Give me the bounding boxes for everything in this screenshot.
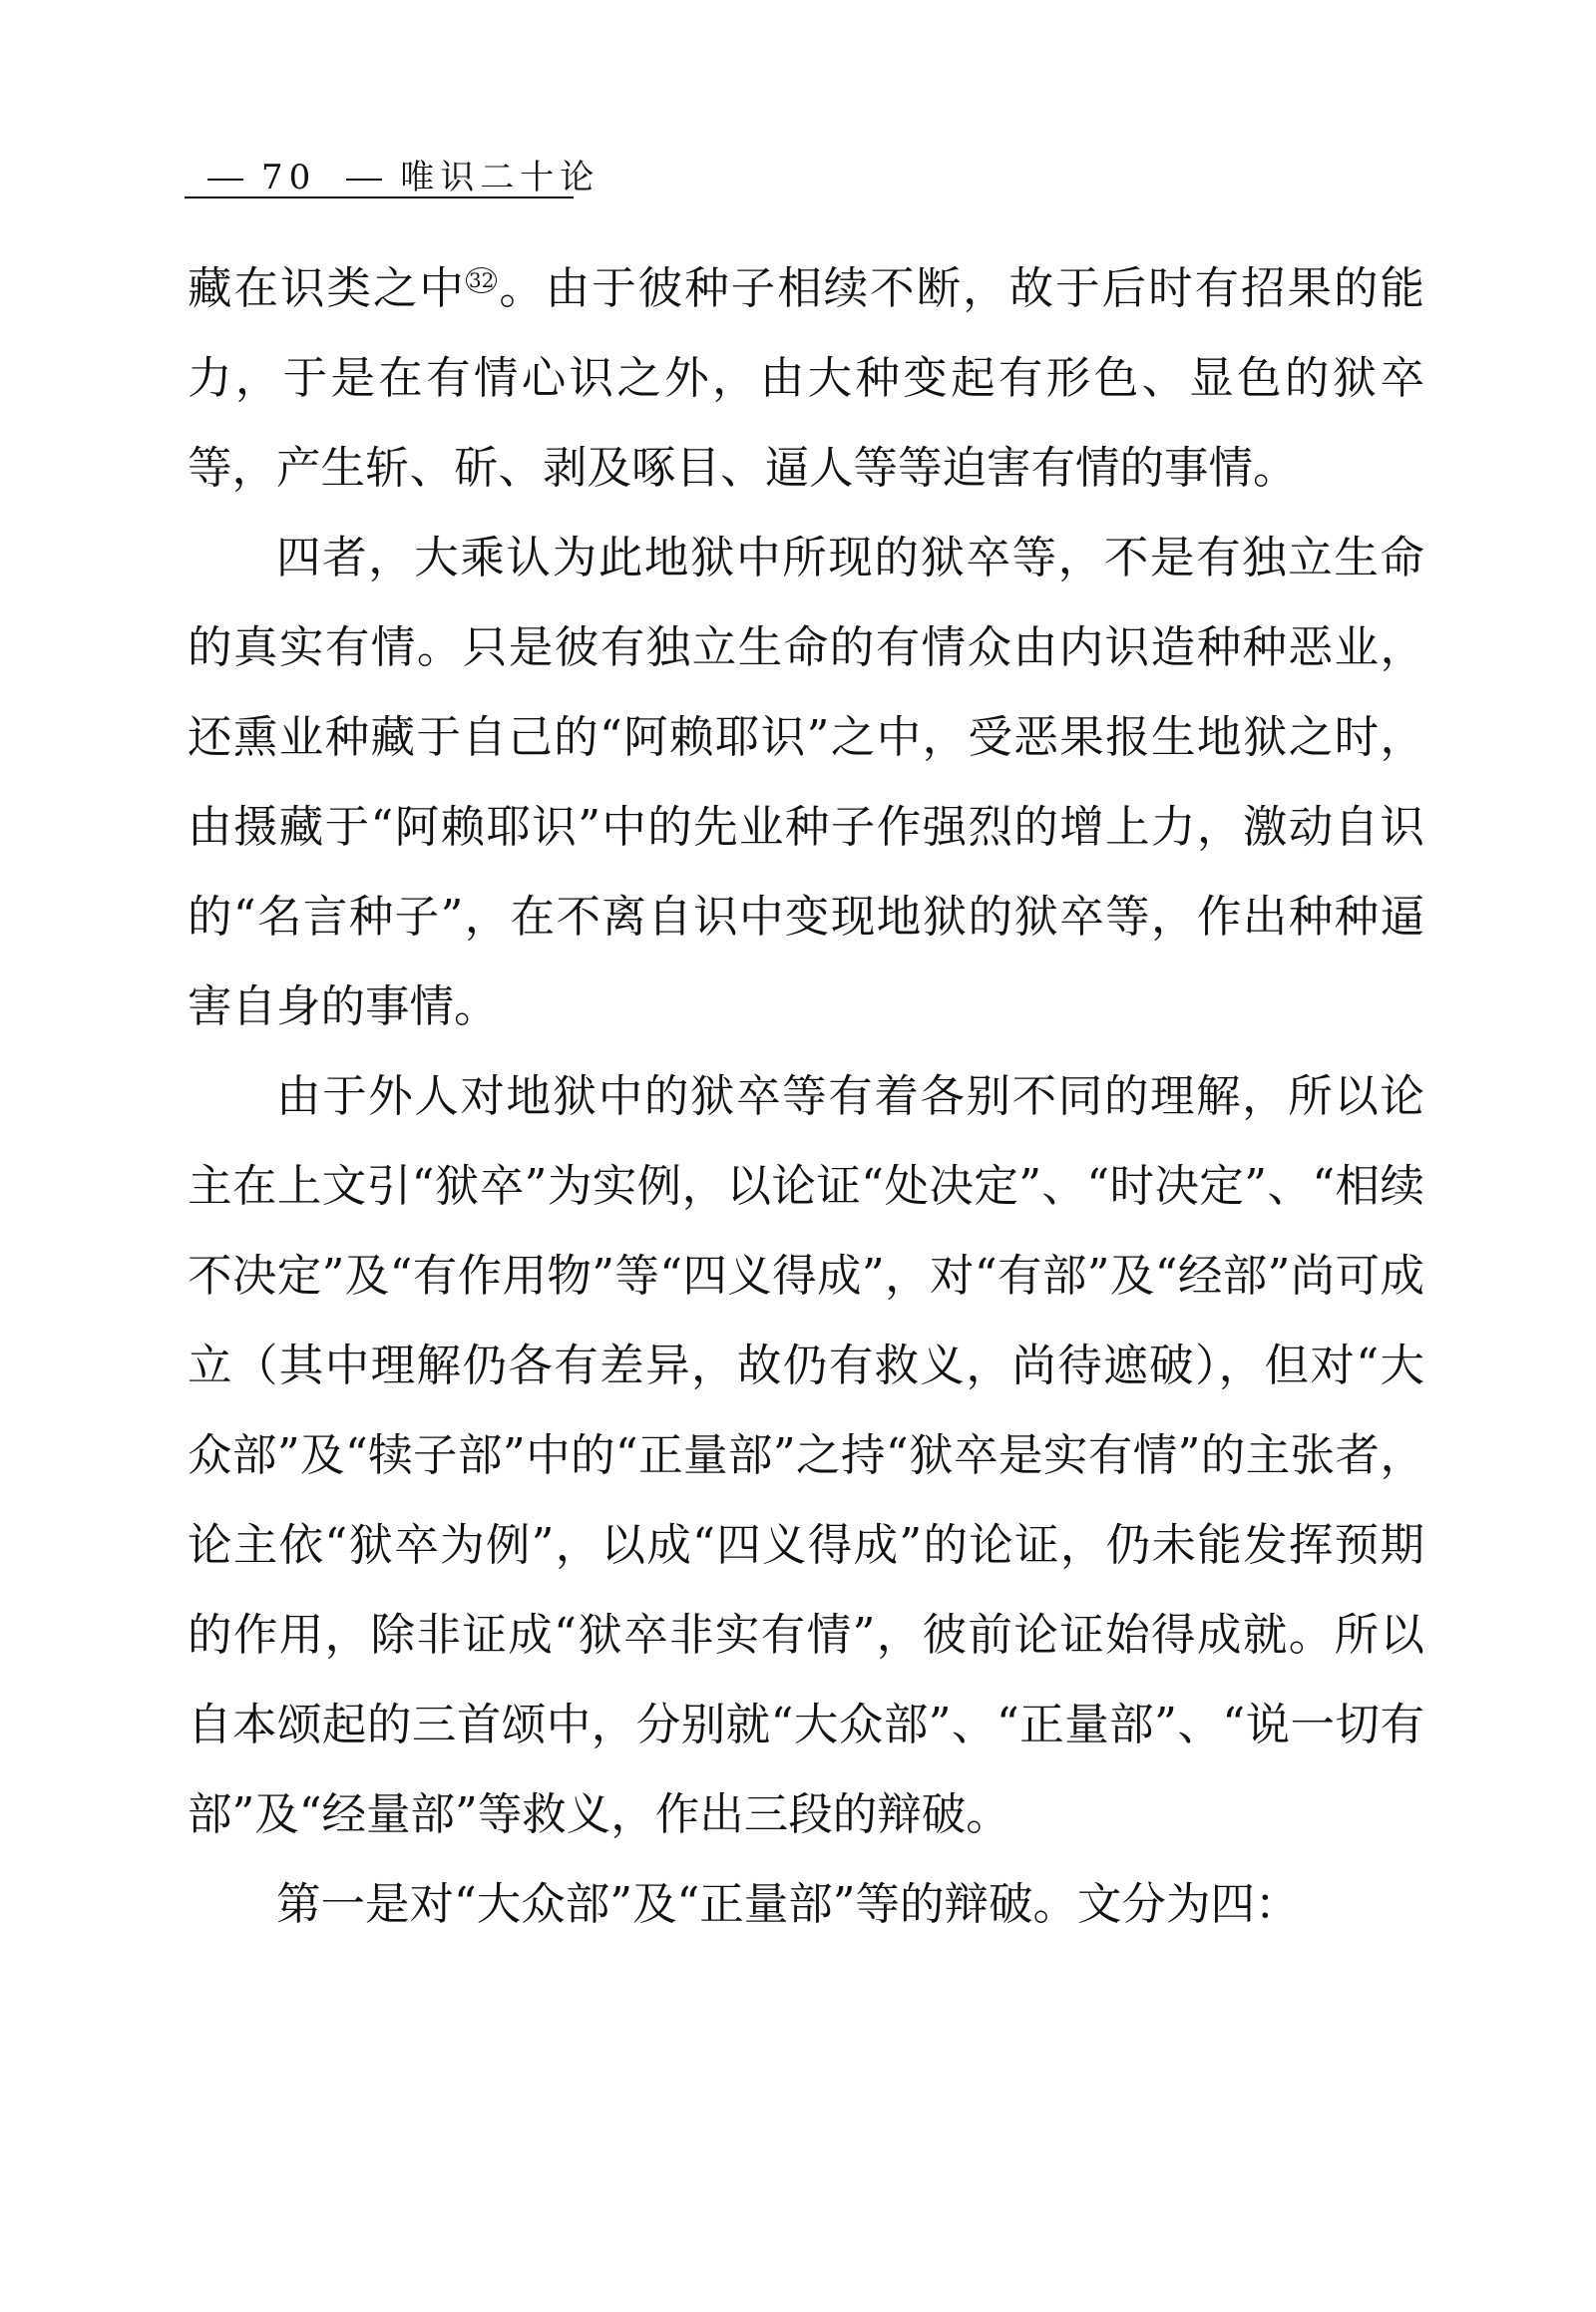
header-rule <box>185 196 574 198</box>
paragraph-1 <box>188 244 1424 514</box>
paragraph-1-lead: 藏在识类之中 <box>188 263 466 314</box>
body-text <box>188 244 1424 1950</box>
running-header <box>190 150 599 198</box>
paragraph-4: 第一是对“大众部”及“正量部”等的辩破。文分为四： <box>276 1879 1300 1930</box>
footnote-marker: 32 <box>466 267 497 293</box>
paragraph-2: 四者，大乘认为此地狱中所现的狱卒等，不是有独立生命的真实有情。只是彼有独立生命的有情众由内识造种种恶业，还熏业种藏于自己的“阿赖耶识”之中，受恶果报生地狱之时，由摄藏于“阿赖耶识”中的先业种子作强烈的增上力，激动自识的“名言种子”，在不离自识中变现地狱的狱卒等，作出种种逼害自身的事情。 <box>188 533 1424 1032</box>
paragraph-1-rest: 。由于彼种子相续不断，故于后时有招果的能力，于是在有情心识之外，由大种变起有形色、显色的狱卒等，产生斩、斫、剥及啄目、逼人等等迫害有情的事情。 <box>188 263 1424 494</box>
header-dash-right <box>346 179 382 181</box>
page-number: 70 <box>261 158 317 197</box>
header-dash-left <box>207 179 243 181</box>
paragraph-3: 由于外人对地狱中的狱卒等有着各别不同的理解，所以论主在上文引“狱卒”为实例，以论证“处决定”、“时决定”、“相续不决定”及“有作用物”等“四义得成”，对“有部”及“经部”尚可成立（其中理解仍各有差异，故仍有救义，尚待遮破），但对“大众部”及“犊子部”中的“正量部”之持“狱卒是实有情”的主张者，论主依“狱卒为例”，以成“四义得成”的论证，仍未能发挥预期的作用，除非证成“狱卒非实有情”，彼前论证始得成就。所以自本颂起的三首颂中，分别就“大众部”、“正量部”、“说一切有部”及“经量部”等救义，作出三段的辩破。 <box>188 1071 1424 1840</box>
book-title: 唯识二十论 <box>400 158 600 197</box>
